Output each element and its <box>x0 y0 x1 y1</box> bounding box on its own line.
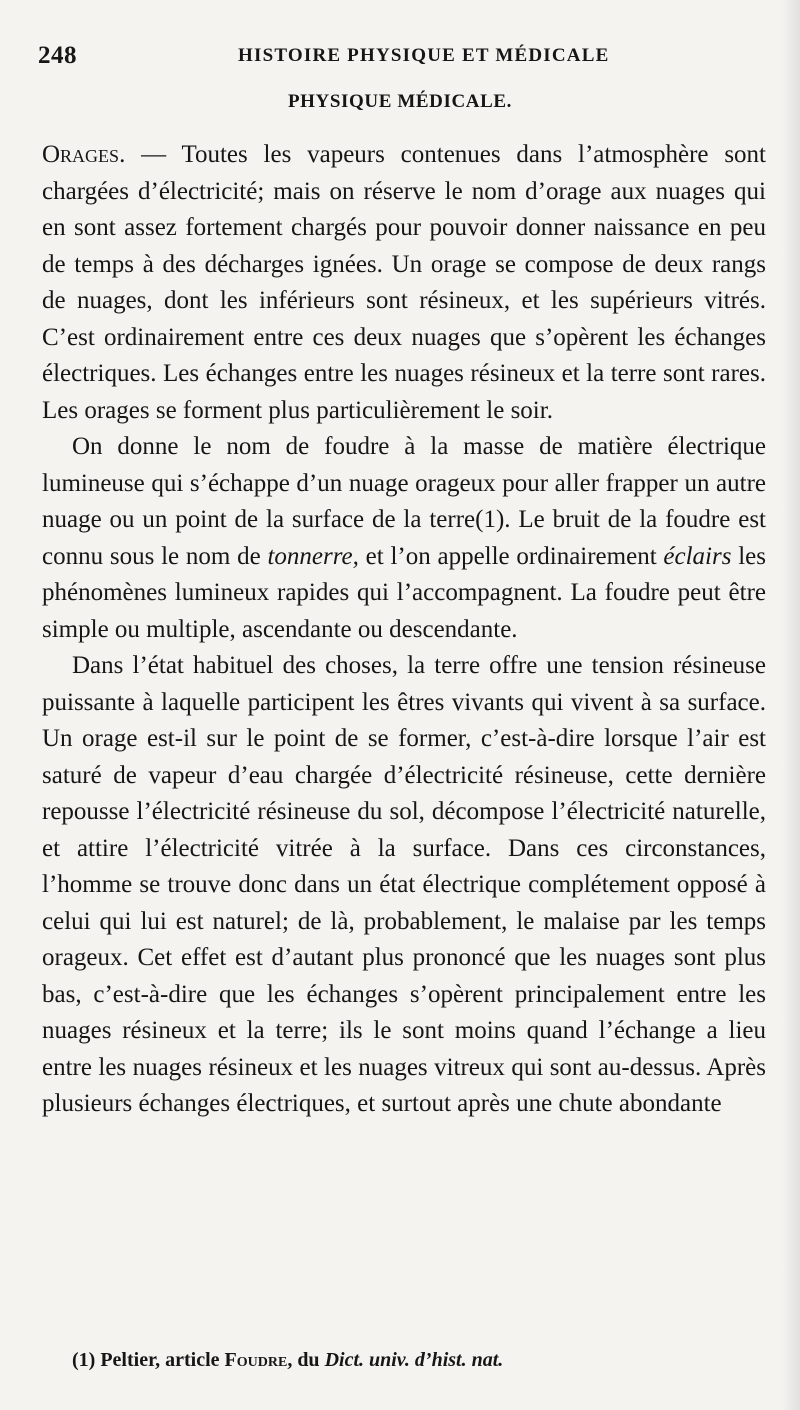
footnote-source-term: Foudre <box>224 1349 288 1371</box>
paragraph-text: les phénomènes lumineux rapides qui l’accompagnent. La foudre peut être simple ou multiple, ascendante ou descendante. <box>42 542 766 643</box>
lead-term: Orages. <box>42 141 126 168</box>
footnote-text: , du <box>287 1349 325 1371</box>
page-edge-shadow <box>782 0 800 1410</box>
section-title: PHYSIQUE MÉDICALE. <box>287 91 513 112</box>
paragraph-text: On donne le nom de foudre à la masse de matière électrique lumineuse qui s’échappe d’un nuage orageux pour aller frapper un autre nuage ou un point de la surface de la terre(1). Le bruit de la foudre est connu sous le nom de <box>42 433 766 570</box>
emphasis-term: éclairs <box>663 542 732 570</box>
page-number: 248 <box>38 42 77 69</box>
paragraph-orages <box>42 137 766 429</box>
paragraph-text: — Toutes les vapeurs contenues dans l’atmosphère sont chargées d’électricité; mais on réserve le nom d’orage aux nuages qui en sont assez fortement chargés pour pouvoir donner naissance en peu de temps à des décharges ignées. Un orage se compose de deux rangs de nuages, dont les inférieurs sont résineux, et les supérieurs vitrés. C’est ordinairement entre ces deux nuages que s’opèrent les échanges électriques. Les échanges entre les nuages résineux et la terre sont rares. Les orages se forment plus particulièrement le soir. <box>42 141 766 424</box>
running-head <box>38 42 760 72</box>
paragraph-foudre <box>42 429 766 648</box>
paragraph-text: et l’on appelle ordinairement <box>358 542 664 570</box>
body-text <box>42 137 766 1123</box>
footnote <box>72 1349 772 1372</box>
emphasis-term: tonnerre, <box>267 542 359 570</box>
footnote-work-title: Dict. univ. d’hist. nat. <box>324 1349 504 1371</box>
footnote-marker: (1) <box>72 1349 96 1371</box>
paragraph-text: Dans l’état habituel des choses, la terre offre une tension résineuse puissante à laquelle participent les êtres vivants qui vivent à sa surface. Un orage est-il sur le point de se former, c’est-à-dire lorsque l’air est saturé de vapeur d’eau chargée d’électricité résineuse, cette dernière repousse l’électricité résineuse du sol, décompose l’électricité naturelle, et attire l’électricité vitrée à la surface. Dans ces circonstances, l’homme se trouve donc dans un état électrique complétement opposé à celui qui lui est naturel; de là, probablement, le malaise par les temps orageux. Cet effet est d’autant plus prononcé que les nuages sont plus bas, c’est-à-dire que les échanges s’opèrent principalement entre les nuages résineux et la terre; ils le sont moins quand l’échange a lieu entre les nuages résineux et les nuages vitreux qui sont au-dessus. Après plusieurs échanges électriques, et surtout après une chute abondante <box>42 652 766 1117</box>
running-title: HISTOIRE PHYSIQUE ET MÉDICALE <box>238 45 610 66</box>
paragraph-tension <box>42 648 766 1123</box>
footnote-text: Peltier, article <box>95 1349 225 1371</box>
